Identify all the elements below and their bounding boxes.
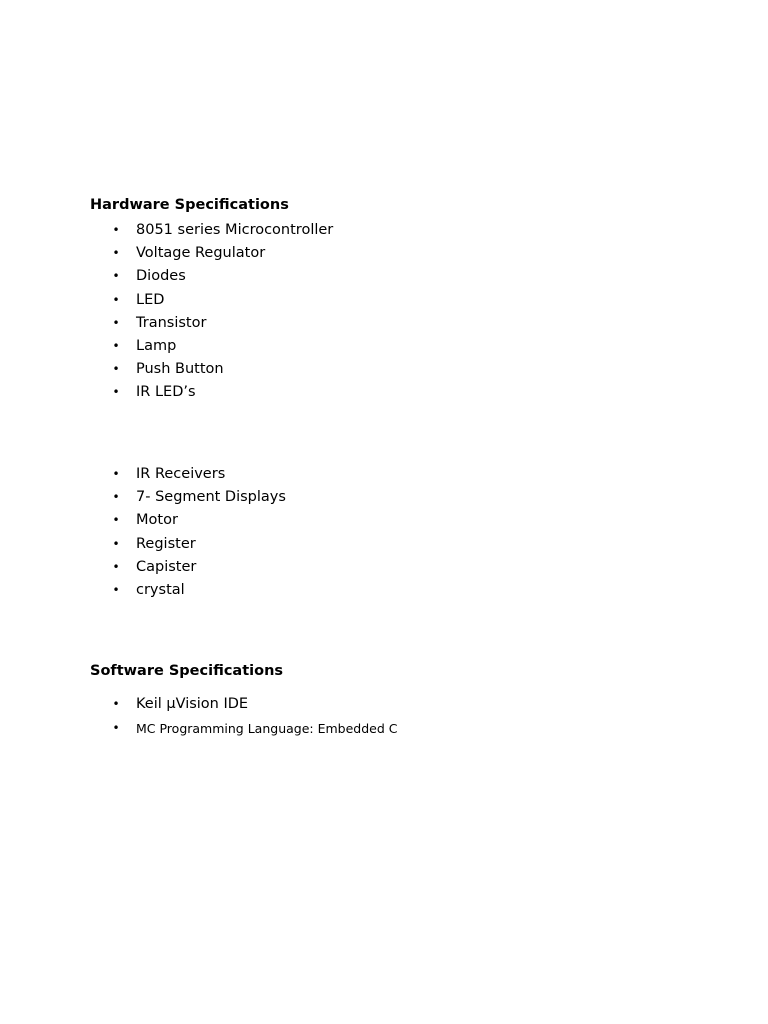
list-item-label: Motor (136, 512, 178, 529)
list-item-label: LED (136, 291, 165, 308)
list-item-label: Register (136, 535, 196, 552)
bullet-icon: • (112, 559, 120, 574)
bullet-icon: • (112, 362, 120, 377)
list-item-label: Lamp (136, 337, 177, 354)
list-item-label: Capister (136, 558, 197, 575)
list-item-label: Transistor (136, 314, 207, 331)
bullet-icon: • (112, 385, 120, 400)
hardware-specifications-heading: Hardware Specifications (90, 197, 289, 213)
bullet-icon: • (112, 513, 120, 528)
bullet-icon: • (112, 292, 120, 307)
list-item-label: 7- Segment Displays (136, 489, 286, 506)
bullet-icon: • (112, 315, 120, 330)
bullet-icon: • (112, 223, 120, 237)
list-item-label: 8051 series Microcontroller (136, 222, 334, 238)
bullet-icon: • (112, 721, 120, 735)
list-item-label: Voltage Regulator (136, 245, 266, 262)
list-item-label: IR LED’s (136, 384, 196, 401)
bullet-icon: • (112, 582, 120, 597)
list-item-label: Push Button (136, 361, 224, 378)
bullet-icon: • (112, 269, 120, 284)
bullet-icon: • (112, 338, 120, 353)
bullet-icon: • (112, 246, 120, 261)
list-item-label: Diodes (136, 268, 186, 285)
software-specifications-heading: Software Specifications (90, 663, 284, 679)
bullet-icon: • (112, 467, 120, 481)
list-item-label: Keil µVision IDE (136, 696, 249, 712)
list-item-label: crystal (136, 581, 185, 598)
list-item-label: MC Programming Language: Embedded C (136, 721, 398, 736)
bullet-icon: • (112, 697, 120, 711)
bullet-icon: • (112, 490, 120, 505)
list-item-label: IR Receivers (136, 466, 226, 482)
bullet-icon: • (112, 536, 120, 551)
